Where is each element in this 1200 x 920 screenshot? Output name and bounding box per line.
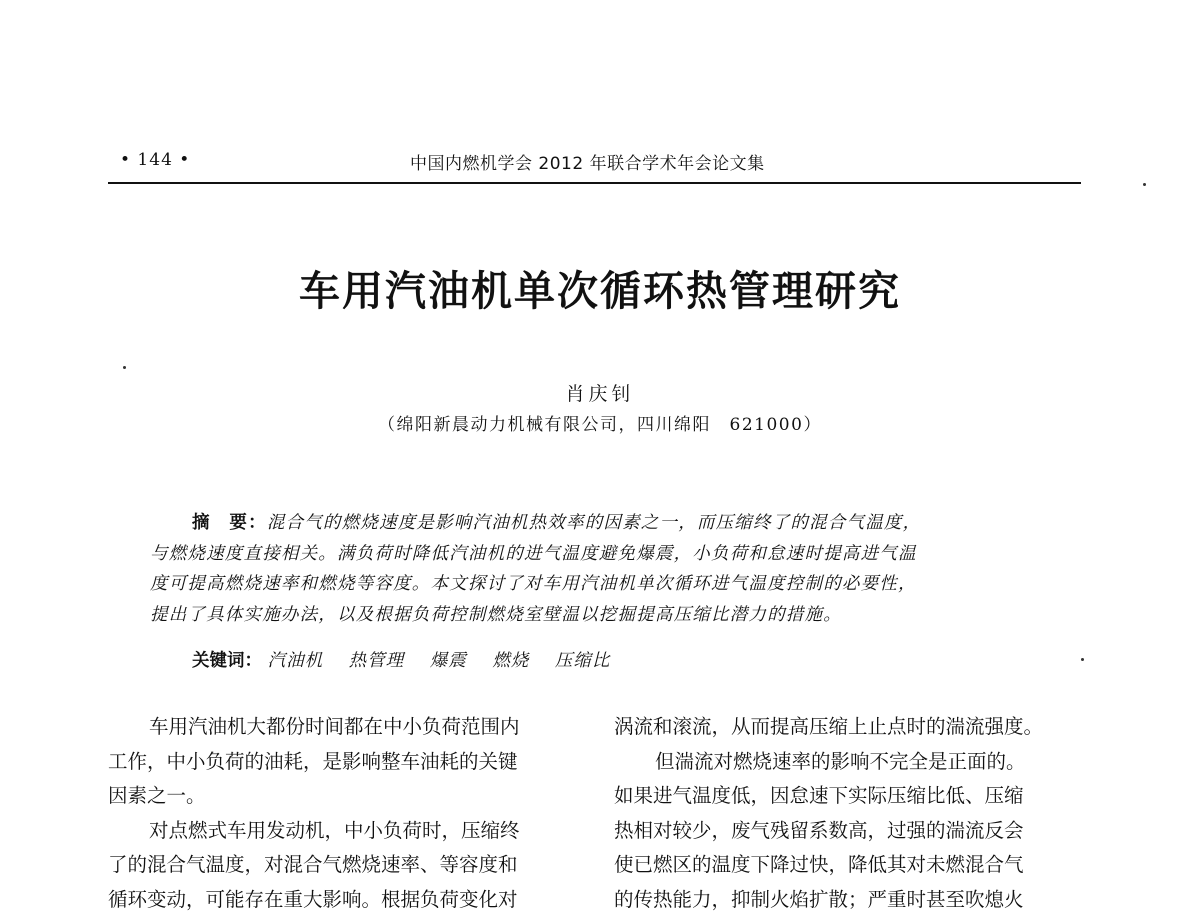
body-right-column xyxy=(614,710,1084,917)
body-line: 但湍流对燃烧速率的影响不完全是正面的。 xyxy=(655,749,1026,773)
body-line: 因素之一。 xyxy=(108,784,206,807)
body-line: 循环变动，可能存在重大影响。根据负荷变化对 xyxy=(108,887,518,911)
body-line: 涡流和滚流，从而提高压缩上止点时的湍流强度。 xyxy=(614,715,1044,738)
body-line: 热相对较少，废气残留系数高，过强的湍流反会 xyxy=(614,818,1024,842)
keywords-label: 关键词： xyxy=(192,651,262,671)
scan-speck xyxy=(123,366,126,369)
keyword: 爆震 xyxy=(429,651,467,671)
body-left-column xyxy=(108,710,578,917)
author-affiliation: （绵阳新晨动力机械有限公司，四川绵阳 621000） xyxy=(378,415,822,435)
body-line: 了的混合气温度，对混合气燃烧速率、等容度和 xyxy=(108,853,518,876)
keywords xyxy=(192,647,630,672)
body-line: 使已燃区的温度下降过快，降低其对未燃混合气 xyxy=(614,853,1024,876)
keyword: 热管理 xyxy=(348,651,405,671)
body-line: 车用汽油机大都份时间都在中小负荷范围内 xyxy=(149,715,520,738)
keyword: 燃烧 xyxy=(492,651,530,671)
page-number: • 144 • xyxy=(120,150,191,170)
keyword: 汽油机 xyxy=(267,651,324,671)
abstract-label: 摘 要： xyxy=(192,513,267,533)
abstract xyxy=(150,508,1043,630)
abstract-line: 与燃烧速度直接相关。满负荷时降低汽油机的进气温度避免爆震，小负荷和怠速时提高进气温 xyxy=(150,543,917,564)
scan-speck xyxy=(1081,658,1084,661)
keyword: 压缩比 xyxy=(554,651,611,671)
abstract-line xyxy=(150,508,1043,539)
body-line: 的传热能力，抑制火焰扩散；严重时甚至吹熄火 xyxy=(614,887,1024,911)
author-name: 肖庆钊 xyxy=(565,383,635,405)
paper-title: 车用汽油机单次循环热管理研究 xyxy=(299,267,901,315)
abstract-line: 度可提高燃烧速率和燃烧等容度。本文探讨了对车用汽油机单次循环进气温度控制的必要性， xyxy=(150,574,917,594)
body-line: 如果进气温度低，因怠速下实际压缩比低、压缩 xyxy=(614,784,1024,807)
proceedings-header: 中国内燃机学会 2012 年联合学术年会论文集 xyxy=(410,154,765,174)
scan-speck xyxy=(1143,183,1146,186)
body-line: 工作，中小负荷的油耗，是影响整车油耗的关键 xyxy=(108,749,518,773)
abstract-line: 提出了具体实施办法，以及根据负荷控制燃烧室壁温以挖掘提高压缩比潜力的措施。 xyxy=(150,604,842,625)
header-rule xyxy=(108,182,1081,184)
body-line: 对点燃式车用发动机，中小负荷时，压缩终 xyxy=(149,818,520,842)
abstract-text: 混合气的燃烧速度是影响汽油机热效率的因素之一，而压缩终了的混合气温度， xyxy=(266,513,922,533)
